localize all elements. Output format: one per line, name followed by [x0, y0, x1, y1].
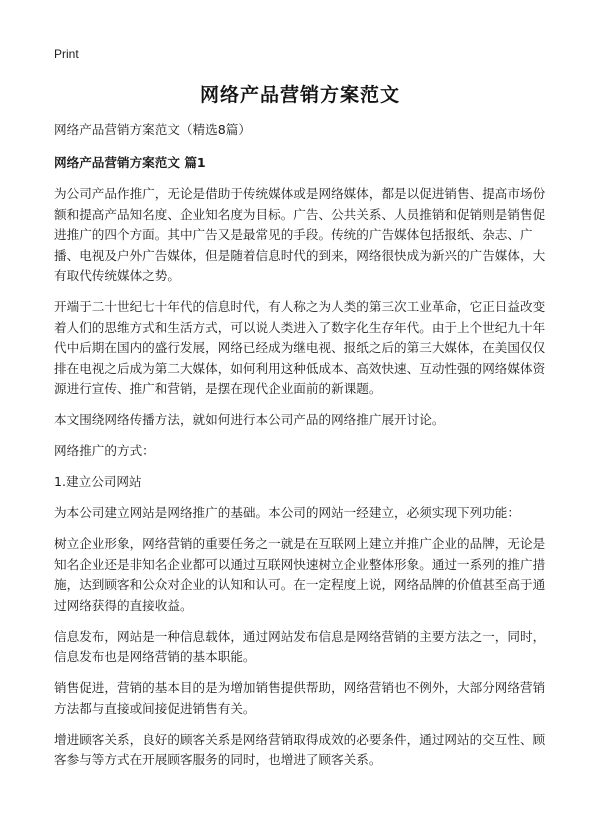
paragraph: 树立企业形象，网络营销的重要任务之一就是在互联网上建立并推广企业的品牌，无论是知名企业还是非知名企业都可以通过互联网快速树立企业整体形象。通过一系列的推广措施，达到顾客和公众对企业的认知和认可。在一定程度上说，网络品牌的价值甚至高于通过网络获得的直接收益。 [54, 536, 546, 613]
print-label[interactable]: Print [54, 47, 79, 61]
paragraph: 为本公司建立网站是网络推广的基础。本公司的网站一经建立，必须实现下列功能： [54, 505, 520, 520]
paragraph: 销售促进，营销的基本目的是为增加销售提供帮助，网络营销也不例外，大部分网络营销方法都与直接或间接促进销售有关。 [54, 680, 546, 716]
document-subtitle: 网络产品营销方案范文（精选8篇） [54, 122, 251, 137]
paragraph: 网络推广的方式： [54, 443, 155, 458]
page-title: 网络产品营销方案范文 [199, 84, 400, 106]
paragraph: 增进顾客关系，良好的顾客关系是网络营销取得成效的必要条件，通过网站的交互性、顾客参与等方式在开展顾客服务的同时，也增进了顾客关系。 [54, 731, 546, 767]
paragraph: 开端于二十世纪七十年代的信息时代，有人称之为人类的第三次工业革命，它正日益改变着人们的思维方式和生活方式，可以说人类进入了数字化生存年代。由于上个世纪九十年代中后期在国内的盛行发展，网络已经成为继电视、报纸之后的第三大媒体，在美国仅仅排在电视之后成为第二大媒体，如何利用这种低成本、高效快速、互动性强的网络媒体资源进行宣传、推广和营销，是摆在现代企业面前的新课题。 [54, 299, 546, 396]
section-heading: 网络产品营销方案范文 篇1 [54, 154, 206, 170]
paragraph: 为公司产品作推广，无论是借助于传统媒体或是网络媒体，都是以促进销售、提高市场份额和提高产品知名度、企业知名度为目标。广告、公共关系、人员推销和促销则是销售促进推广的四个方面。其中广告又是最常见的手段。传统的广告媒体包括报纸、杂志、广播、电视及户外广告媒体，但是随着信息时代的到来，网络很快成为新兴的广告媒体，大有取代传统媒体之势。 [54, 186, 546, 283]
paragraph: 信息发布，网站是一种信息载体，通过网站发布信息是网络营销的主要方法之一，同时，信息发布也是网络营销的基本职能。 [54, 628, 546, 664]
paragraph: 1.建立公司网站 [54, 474, 142, 489]
paragraph: 本文围绕网络传播方法，就如何进行本公司产品的网络推广展开讨论。 [54, 412, 445, 427]
document-body [54, 120, 554, 781]
